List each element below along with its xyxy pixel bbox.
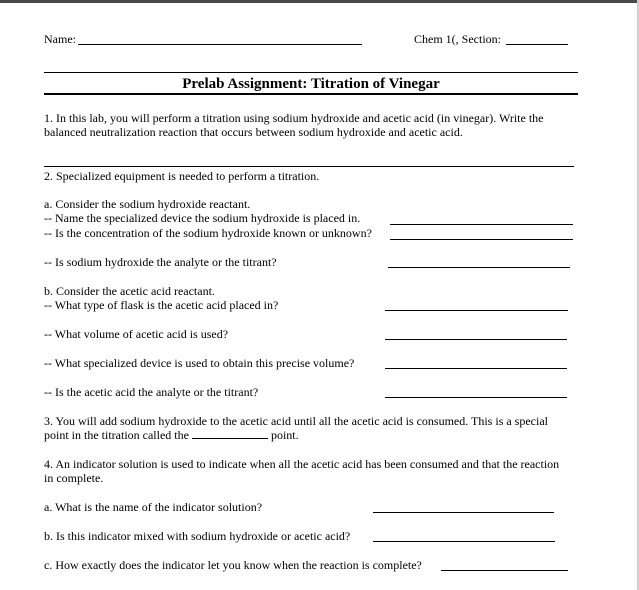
question-3-before-blank: point in the titration called the: [44, 428, 189, 442]
question-2b-item-volume: -- What volume of acetic acid is used?: [44, 327, 229, 341]
question-4b-text: b. Is this indicator mixed with sodium hydroxide or acetic acid?: [44, 529, 351, 543]
page-title: Prelab Assignment: Titration of Vinegar: [182, 76, 440, 92]
answer-line-4a[interactable]: [373, 512, 554, 513]
answer-line-2b-volume[interactable]: [385, 339, 567, 340]
question-3-line-2: [44, 428, 299, 442]
title-top-rule: [44, 72, 578, 73]
question-4a-text: a. What is the name of the indicator solution?: [44, 500, 263, 514]
question-2b-item-flask: -- What type of flask is the acetic acid placed in?: [44, 298, 279, 312]
answer-line-2b-flask[interactable]: [385, 310, 568, 311]
answer-line-4c[interactable]: [441, 570, 568, 571]
answer-line-4b[interactable]: [373, 541, 555, 542]
answer-line-2a-concentration[interactable]: [390, 239, 573, 240]
question-1-answer-line[interactable]: [44, 166, 574, 167]
question-1-text: 1. In this lab, you will perform a titration using sodium hydroxide and acetic acid (in vinegar). Write the balanced neutralization reaction that occurs between sodium hydroxide and acetic acid.: [44, 111, 544, 139]
question-3-after-blank: point.: [270, 428, 299, 442]
question-2a-item-role: -- Is sodium hydroxide the analyte or the titrant?: [44, 255, 277, 269]
question-2b-intro: b. Consider the acetic acid reactant.: [44, 284, 215, 298]
answer-line-2b-precise-device[interactable]: [385, 368, 567, 369]
question-3-answer-blank[interactable]: [192, 428, 268, 439]
course-section-label: Chem 1(, Section:: [414, 32, 501, 46]
answer-line-2a-device[interactable]: [390, 224, 573, 225]
question-4-text: 4. An indicator solution is used to indicate when all the acetic acid has been consumed and that the reaction in complete.: [44, 457, 560, 485]
question-2a-item-device: -- Name the specialized device the sodium hydroxide is placed in.: [44, 211, 361, 225]
question-2a-item-concentration: -- Is the concentration of the sodium hydroxide known or unknown?: [44, 226, 372, 240]
question-2b-item-precise-device: -- What specialized device is used to obtain this precise volume?: [44, 356, 355, 370]
top-border: [0, 0, 639, 3]
question-2b-item-role: -- Is the acetic acid the analyte or the titrant?: [44, 385, 259, 399]
title-bottom-rule: [44, 93, 578, 95]
name-blank[interactable]: [78, 44, 362, 45]
answer-line-2b-role[interactable]: [385, 397, 567, 398]
question-2a-intro: a. Consider the sodium hydroxide reactant.: [44, 197, 251, 211]
name-label: Name:: [44, 32, 76, 46]
question-4c-text: c. How exactly does the indicator let you know when the reaction is complete?: [44, 558, 422, 572]
question-3-line-1: 3. You will add sodium hydroxide to the acetic acid until all the acetic acid is consumed. This is a special: [44, 414, 548, 428]
question-2-intro: 2. Specialized equipment is needed to perform a titration.: [44, 169, 320, 183]
section-blank[interactable]: [506, 44, 568, 45]
answer-line-2a-role[interactable]: [388, 267, 570, 268]
